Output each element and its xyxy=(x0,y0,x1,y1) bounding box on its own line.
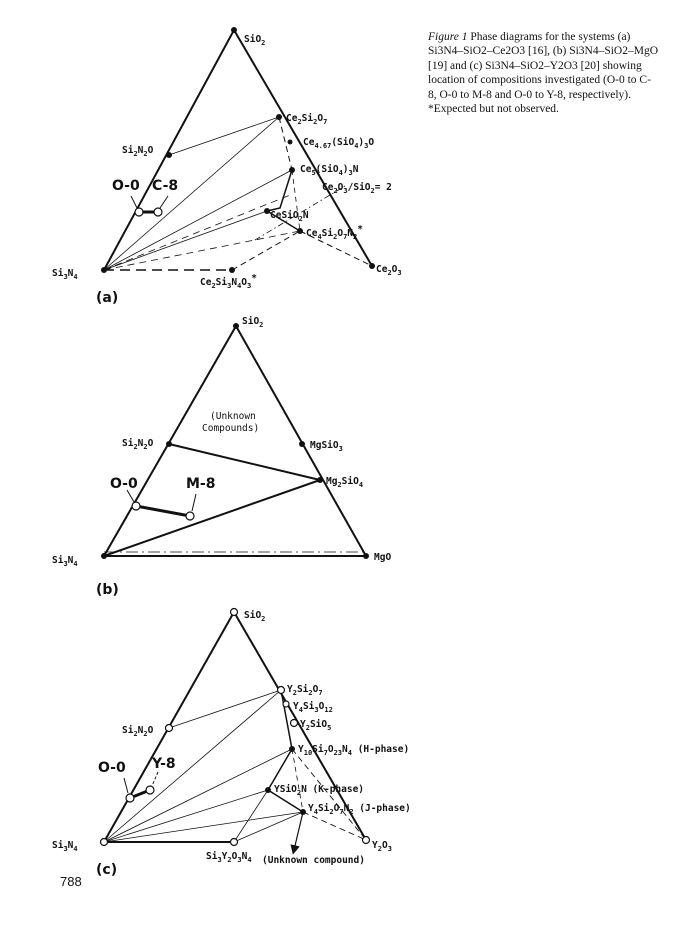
diagram-c-dash xyxy=(303,812,366,840)
label-a-ce467: $Ce_{4.67}(SiO_4)_3O$ xyxy=(303,137,375,150)
point-c-y10 xyxy=(289,746,295,752)
label-c-unknown: (Unknown compound) xyxy=(262,855,365,866)
diagram-c-arrow xyxy=(294,812,303,850)
label-b-m8: M-8 xyxy=(186,476,216,492)
panel-label-c: (c) xyxy=(96,862,118,878)
label-b-mgsio3: MgSiO$_3$ xyxy=(310,440,343,453)
label-b-unknown-2: Compounds) xyxy=(202,423,260,434)
panel-label-a: (a) xyxy=(96,290,119,306)
label-b-si2n2o: $Si_2N_2O$ xyxy=(122,438,154,451)
page-number: 788 xyxy=(60,874,82,889)
point-a-ce2si2o7 xyxy=(276,114,282,120)
point-b-mg2sio4 xyxy=(317,477,323,483)
diagram-c-dash xyxy=(292,749,303,812)
point-c-y2o3 xyxy=(363,837,370,844)
label-c-si3y2o3n4: $Si_3Y_2O_3N_4$ xyxy=(206,851,252,864)
label-c-si2n2o: $Si_2N_2O$ xyxy=(122,725,154,738)
label-a-sio2: SiO$_2$ xyxy=(244,34,266,47)
diagram-a-tie xyxy=(104,195,290,270)
point-c-ysio2n xyxy=(265,787,271,793)
label-c-y10: $Y_{10}Si_7O_{23}N_4$ (H-phase) xyxy=(298,744,410,757)
point-a-si3n4 xyxy=(101,267,107,273)
label-c-sio2: SiO$_2$ xyxy=(244,610,266,623)
point-a-ce2o3 xyxy=(369,263,375,269)
point-c-y8 xyxy=(146,786,154,794)
diagram-b-tie xyxy=(169,444,320,480)
diagram-c-leader xyxy=(152,772,158,786)
label-c-y2si2o7: $Y_2Si_2O_7$ xyxy=(287,684,323,697)
label-b-si3n4: $Si_3N_4$ xyxy=(52,555,78,568)
point-c-si3n4 xyxy=(101,839,108,846)
label-b-mg2sio4: $Mg_2SiO_4$ xyxy=(326,476,364,489)
point-c-y2si2o7 xyxy=(278,687,285,694)
label-a-ce2o3: $Ce_2O_3$ xyxy=(376,264,402,277)
point-a-c8 xyxy=(154,208,162,216)
label-a-o0: O-0 xyxy=(112,178,140,194)
label-a-si2n2o: $Si_2N_2O$ xyxy=(122,145,154,158)
diagram-a-bold-join xyxy=(267,170,300,231)
point-a-ce4si2o7n2 xyxy=(297,228,303,234)
diagram-a-tie xyxy=(104,211,267,270)
label-c-si3n4: $Si_3N_4$ xyxy=(52,840,78,853)
point-b-mgsio3 xyxy=(299,441,305,447)
point-b-si3n4 xyxy=(101,553,107,559)
label-b-unknown-1: (Unknown xyxy=(210,411,256,422)
label-a-c8: C-8 xyxy=(152,178,179,194)
caption-text: Phase diagrams for the systems (a) Si3N4–SiO2–Ce2O3 [16], (b) Si3N4–SiO2–MgO [19] and (c) Si3N4–SiO2–Y2O3 [20] showing location of compositions investigated (O-0 to C-8, O-0 to M-8 and O-0 to Y-8, respectively). xyxy=(428,31,659,101)
point-b-o0 xyxy=(132,502,140,510)
diagram-a-leader xyxy=(131,196,137,208)
label-a-ce2si2o7: $Ce_2Si_2O_7$ xyxy=(286,113,328,126)
point-a-o0 xyxy=(135,208,143,216)
label-a-ratio: $Ce_2O_3/SiO_2= 2$ xyxy=(322,182,392,195)
label-a-ce4si2o7n2: $Ce_4Si_2O_7N_2*$ xyxy=(306,224,363,241)
point-c-si2n2o xyxy=(166,725,173,732)
label-a-ce5: $Ce_5(SiO_4)_3N$ xyxy=(300,164,359,177)
caption-footnote: *Expected but not observed. xyxy=(428,103,559,116)
point-a-ce5 xyxy=(289,167,295,173)
point-a-si2n2o xyxy=(166,152,172,158)
point-a-ce2si3n4o3 xyxy=(229,267,235,273)
figure-label: Figure 1 xyxy=(428,31,468,43)
diagram-b-leader xyxy=(192,494,196,511)
label-b-sio2: SiO$_2$ xyxy=(242,316,264,329)
label-b-o0: O-0 xyxy=(110,476,138,492)
point-b-m8 xyxy=(186,512,194,520)
point-c-si3y2o3n4 xyxy=(231,839,238,846)
label-c-y4si3o12: $Y_4Si_3O_{12}$ xyxy=(293,701,333,714)
point-c-y4si2o7n2 xyxy=(300,809,306,815)
point-c-o0 xyxy=(126,794,134,802)
diagram-c-tie xyxy=(234,812,303,842)
label-a-si3n4: $Si_3N_4$ xyxy=(52,268,78,281)
point-a-sio2 xyxy=(231,27,237,33)
diagram-a-dash xyxy=(232,231,300,270)
label-b-mgo: MgO xyxy=(374,552,392,563)
point-a-ce467 xyxy=(288,140,293,145)
point-c-sio2 xyxy=(231,609,238,616)
label-c-ysio2n: YSiO$_2$N (K-phase) xyxy=(274,784,365,797)
diagram-a-tie xyxy=(104,231,300,270)
diagram-a-tie xyxy=(169,117,279,155)
label-c-y8: Y-8 xyxy=(152,756,176,772)
label-c-y2sio5: $Y_2SiO_5$ xyxy=(300,719,332,732)
diagram-a-leader xyxy=(160,196,168,208)
label-a-cesio2n: CeSiO$_2$N xyxy=(270,210,309,223)
label-a-ce2si3n4o3: $Ce_2Si_3N_4O_3*$ xyxy=(200,273,257,290)
diagram-c-leader xyxy=(124,778,128,793)
label-c-o0: O-0 xyxy=(98,760,126,776)
point-c-y4si3o12 xyxy=(283,701,289,707)
diagram-b-composition-line xyxy=(136,506,190,516)
label-c-y4si2o7n2: $Y_4Si_2O_7N_2$ (J-phase) xyxy=(308,803,411,816)
figure-caption xyxy=(428,30,658,116)
panel-label-b: (b) xyxy=(96,582,119,598)
point-b-si2n2o xyxy=(166,441,172,447)
point-b-sio2 xyxy=(233,323,239,329)
point-b-mgo xyxy=(363,553,369,559)
diagram-a-labels xyxy=(52,34,402,306)
label-c-y2o3: $Y_2O_3$ xyxy=(372,840,392,853)
point-c-y2sio5 xyxy=(291,720,298,727)
